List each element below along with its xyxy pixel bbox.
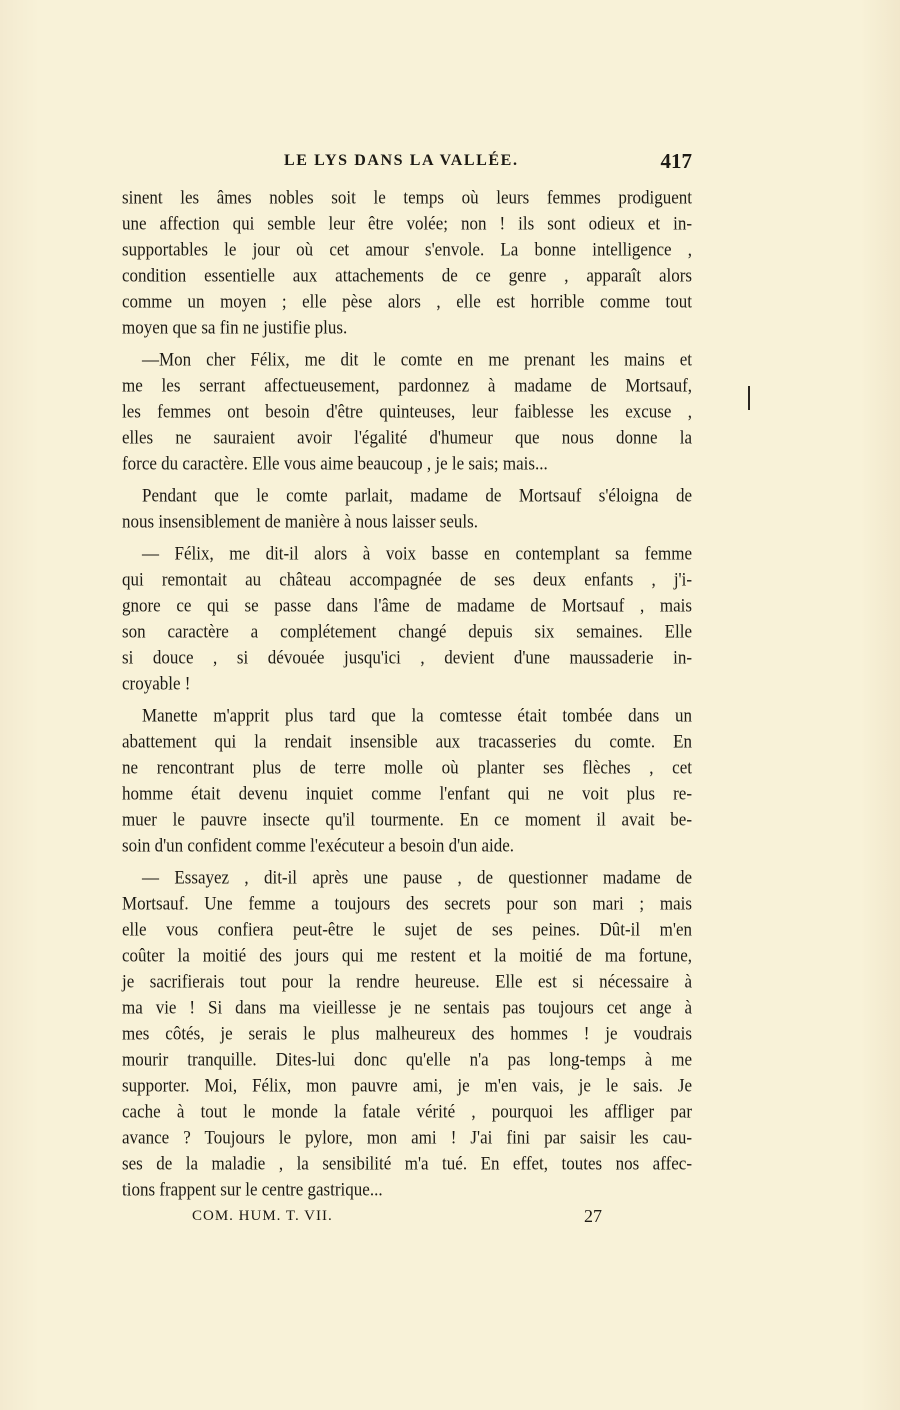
text-line: je sacrifierais tout pour la rendre heureuse. Elle est si nécessaire à [122, 970, 692, 993]
text-line: me les serrant affectueusement, pardonnez à madame de Mortsauf, [122, 374, 692, 397]
text-line: homme était devenu inquiet comme l'enfant qui ne voit plus re- [122, 782, 692, 805]
text-line: soin d'un confident comme l'exécuteur a besoin d'un aide. [122, 834, 515, 857]
page-body [122, 185, 692, 1209]
margin-mark [748, 386, 750, 410]
text-line: cache à tout le monde la fatale vérité , pourquoi les affliger par [122, 1100, 692, 1123]
text-line: elle vous confiera peut-être le sujet de ses peines. Dût-il m'en [122, 918, 692, 941]
text-line: si douce , si dévouée jusqu'ici , devient d'une maussaderie in- [122, 646, 692, 669]
text-line: nous insensiblement de manière à nous laisser seuls. [122, 510, 478, 533]
text-line: abattement qui la rendait insensible aux tracasseries du comte. En [122, 730, 692, 753]
paragraph [122, 703, 692, 859]
paragraph [122, 541, 692, 697]
text-line: condition essentielle aux attachements de ce genre , apparaît alors [122, 264, 692, 287]
text-line: elles ne sauraient avoir l'égalité d'humeur que nous donne la [122, 426, 692, 449]
text-line: supporter. Moi, Félix, mon pauvre ami, je m'en vais, je le sais. Je [122, 1074, 692, 1097]
text-line: —Mon cher Félix, me dit le comte en me prenant les mains et [142, 348, 692, 371]
text-line: mes côtés, je serais le plus malheureux des hommes ! je voudrais [122, 1022, 692, 1045]
running-title: LE LYS DANS LA VALLÉE. [284, 152, 519, 169]
paragraph [122, 483, 692, 535]
page-number: 417 [660, 149, 692, 173]
page-footer [122, 1208, 692, 1234]
signature-mark: COM. HUM. T. VII. [192, 1208, 333, 1224]
text-line: — Essayez , dit-il après une pause , de questionner madame de [142, 866, 692, 889]
text-line: ne rencontrant plus de terre molle où planter ses flèches , cet [122, 756, 692, 779]
text-line: une affection qui semble leur être volée; non ! ils sont odieux et in- [122, 212, 692, 235]
text-line: les femmes ont besoin d'être quinteuses, leur faiblesse les excuse , [122, 400, 692, 423]
text-line: — Félix, me dit-il alors à voix basse en contemplant sa femme [142, 542, 692, 565]
text-line: mourir tranquille. Dites-lui donc qu'elle n'a pas long-temps à me [122, 1048, 692, 1071]
text-line: muer le pauvre insecte qu'il tourmente. En ce moment il avait be- [122, 808, 692, 831]
text-line: Mortsauf. Une femme a toujours des secrets pour son mari ; mais [122, 892, 692, 915]
paragraph [122, 865, 692, 1203]
text-line: ma vie ! Si dans ma vieillesse je ne sentais pas toujours cet ange à [122, 996, 692, 1019]
text-line: avance ? Toujours le pylore, mon ami ! J'ai fini par saisir les cau- [122, 1126, 692, 1149]
text-line: sinent les âmes nobles soit le temps où leurs femmes prodiguent [122, 186, 692, 209]
text-line: comme un moyen ; elle pèse alors , elle est horrible comme tout [122, 290, 692, 313]
text-line: force du caractère. Elle vous aime beaucoup , je le sais; mais... [122, 452, 548, 475]
text-line: qui remontait au château accompagnée de ses deux enfants , j'i- [122, 568, 692, 591]
text-line: gnore ce qui se passe dans l'âme de madame de Mortsauf , mais [122, 594, 692, 617]
text-line: tions frappent sur le centre gastrique... [122, 1178, 383, 1201]
text-line: Manette m'apprit plus tard que la comtesse était tombée dans un [142, 704, 692, 727]
paragraph [122, 347, 692, 477]
text-line: ses de la maladie , la sensibilité m'a tué. En effet, toutes nos affec- [122, 1152, 692, 1175]
text-line: coûter la moitié des jours qui me restent et la moitié de ma fortune, [122, 944, 692, 967]
text-line: Pendant que le comte parlait, madame de Mortsauf s'éloigna de [142, 484, 692, 507]
paragraph [122, 185, 692, 341]
text-line: son caractère a complétement changé depuis six semaines. Elle [122, 620, 692, 643]
sheet-number: 27 [584, 1206, 602, 1226]
text-line: croyable ! [122, 672, 191, 695]
text-line: supportables le jour où cet amour s'envole. La bonne intelligence , [122, 238, 692, 261]
text-line: moyen que sa fin ne justifie plus. [122, 316, 348, 339]
page-header [122, 149, 692, 178]
